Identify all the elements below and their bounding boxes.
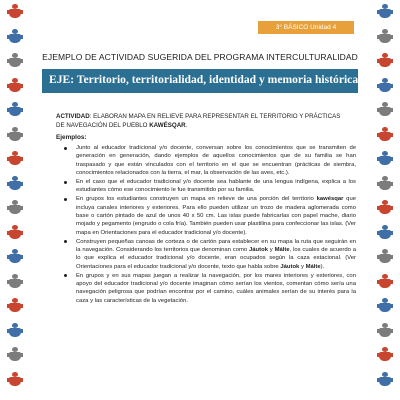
indigenous-figure-icon [377, 4, 393, 18]
indigenous-figure-icon [377, 298, 393, 312]
indigenous-figure-icon [7, 78, 23, 92]
indigenous-figure-icon [377, 200, 393, 214]
example-text: En grupos y en sus mapas juegan a realizar la navegación, por los mares interiores y exteriores, con apoyo del educador tradicional y/o docente imaginan cómo serían los vientos, comentan cómo sería una navegación peligrosa que podrían encontrar por el camino, cuáles animales serían de su interés para la caza y las características de la vegetación. [76, 272, 356, 304]
indigenous-figure-icon [377, 274, 393, 288]
activity-text-end: . [185, 122, 188, 129]
bullet-icon [64, 147, 67, 150]
indigenous-figure-icon [7, 372, 23, 386]
indigenous-figure-icon [377, 78, 393, 92]
indigenous-figure-icon [7, 323, 23, 337]
bullet-icon [64, 274, 67, 277]
indigenous-figure-icon [7, 127, 23, 141]
indigenous-figure-icon [377, 249, 393, 263]
example-term: Jáutok [280, 263, 300, 270]
example-term: kawésqar [316, 196, 344, 203]
document-title: EJEMPLO DE ACTIVIDAD SUGERIDA DEL PROGRAMA INTERCULTURALIDAD [42, 52, 358, 62]
example-term: Málte [274, 246, 290, 253]
indigenous-figure-icon [377, 347, 393, 361]
indigenous-figure-icon [377, 127, 393, 141]
indigenous-figure-icon [7, 176, 23, 190]
grade-unit-badge: 3° BÁSICO Unidad 4 [258, 21, 354, 34]
axis-banner-text: EJE: Territorio, territorialidad, identidad y memoria histórica. [49, 73, 362, 86]
example-text: Construyen pequeñas canoas de corteza o de cartón para establecer en su mapa la ruta que seguirán en la navegación. Considerando los territorios que denominan como [76, 238, 356, 253]
examples-label: Ejemplos: [56, 134, 87, 141]
examples-list [56, 144, 356, 306]
right-decorative-border [374, 4, 396, 396]
indigenous-figure-icon [377, 29, 393, 43]
activity-label: ACTIVIDAD [56, 113, 90, 120]
example-item [56, 144, 356, 177]
example-item [56, 238, 356, 271]
activity-description [56, 112, 348, 130]
bullet-icon [64, 198, 67, 201]
bullet-icon [64, 240, 67, 243]
indigenous-figure-icon [7, 200, 23, 214]
example-item [56, 178, 356, 195]
example-text: En grupos los estudiantes construyen un mapa en relieve de una porción del territorio [76, 196, 317, 203]
indigenous-figure-icon [377, 151, 393, 165]
bullet-icon [64, 181, 67, 184]
activity-people: KAWÉSQAR [149, 122, 186, 129]
example-term: Málte [305, 263, 321, 270]
indigenous-figure-icon [377, 225, 393, 239]
indigenous-figure-icon [377, 53, 393, 67]
indigenous-figure-icon [7, 298, 23, 312]
example-term: Jáutok [249, 246, 268, 253]
example-item [56, 195, 356, 237]
indigenous-figure-icon [7, 4, 23, 18]
example-text: , los cuales de acuerdo a lo que explica el educador tradicional y/o docente, eran ocupados según la caza estacional. (Ver Orientaciones para el educador tradicional y/o docente, texto que habla sobre [76, 246, 357, 270]
example-text: En el caso que el educador tradicional y/o docente sea hablante de una lengua indígena, explica a los estudiantes cómo ese conocimiento le fue transmitido por su familia. [76, 178, 356, 194]
left-decorative-border [4, 4, 26, 396]
indigenous-figure-icon [7, 347, 23, 361]
indigenous-figure-icon [7, 102, 23, 116]
example-text: ). [320, 263, 325, 270]
indigenous-figure-icon [7, 151, 23, 165]
axis-banner [42, 69, 362, 93]
indigenous-figure-icon [377, 323, 393, 337]
indigenous-figure-icon [377, 102, 393, 116]
indigenous-figure-icon [7, 225, 23, 239]
indigenous-figure-icon [377, 372, 393, 386]
activity-text: : ELABORAN MAPA EN RELIEVE PARA REPRESENTAR EL TERRITORIO Y PRÁCTICAS DE NAVEGACIÓN DEL PUEBLO [56, 113, 341, 129]
indigenous-figure-icon [7, 29, 23, 43]
example-text: Junto al educador tradicional y/o docente, conversan sobre los conocimientos que se transmiten de generación en generación, dando ejemplos de aquellos conocimientos que de su familia se han traspasado y que están vinculados con el territorio en el que se encuentran (prácticas de siembra, conocimientos relacionados con la tierra, el mar, la observación de las aves, etc.). [76, 145, 356, 177]
example-text: y [268, 246, 275, 253]
indigenous-figure-icon [377, 176, 393, 190]
indigenous-figure-icon [7, 53, 23, 67]
indigenous-figure-icon [7, 249, 23, 263]
example-item [56, 272, 356, 305]
example-text: y [299, 263, 306, 270]
example-text: que incluya canales interiores y exteriores. Para ello pueden utilizar un trozo de madera aglomerada como base o cartón pintado de azul de unos 40 x 50 cm. Las islas puede fabricarlas con papel mache, diario mojado y pegamento (engrudo o cola fría). También pueden usar plastilina para confeccionar las islas. (Ver mapa en Orientaciones para el educador tradicional y/o docente). [76, 196, 357, 236]
indigenous-figure-icon [7, 274, 23, 288]
